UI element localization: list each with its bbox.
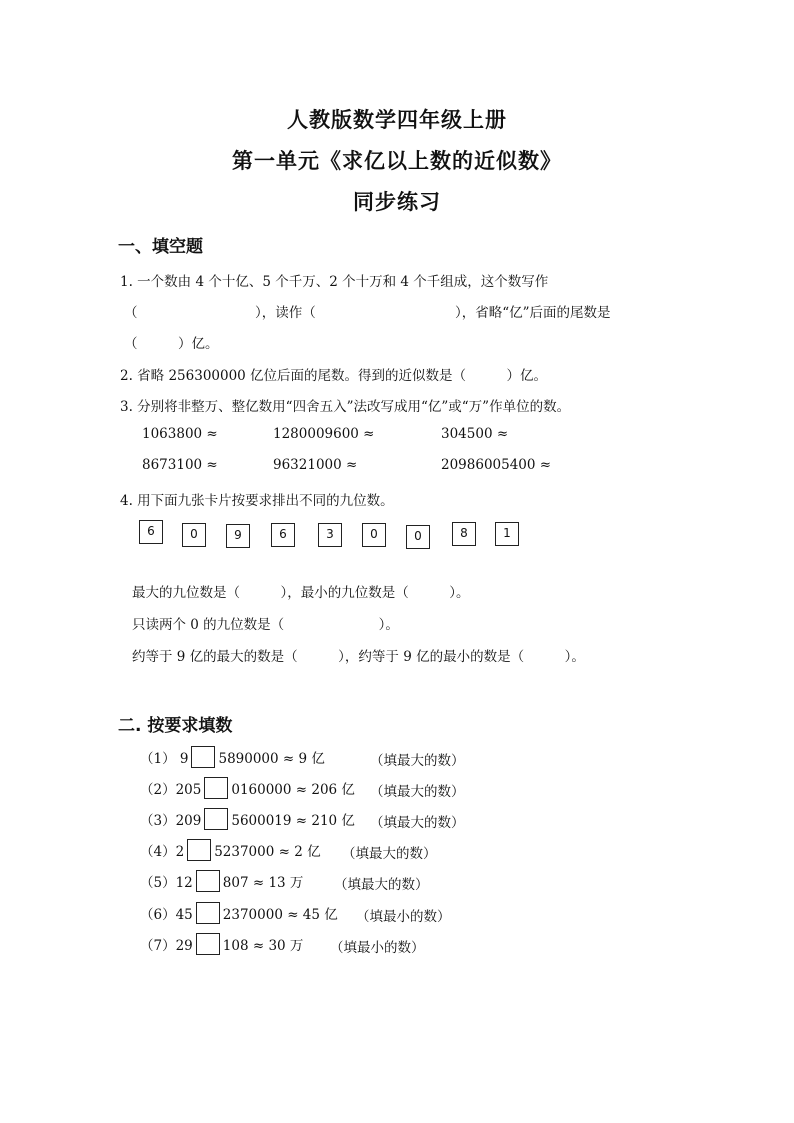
number-card: 6 <box>271 523 295 547</box>
page-subtitle-2: 同步练习 <box>353 190 441 214</box>
fill-row <box>140 808 355 830</box>
answer-box[interactable] <box>196 933 220 955</box>
fill-row <box>140 746 325 768</box>
section-heading-fill-blanks: 一、填空题 <box>118 237 203 257</box>
question-1-line-1: 1. 一个数由 4 个十亿、5 个千万、2 个十万和 4 个千组成，这个数写作 <box>120 274 549 290</box>
question-3-item: 20986005400 ≈ <box>441 457 552 473</box>
fill-row-suffix: 0160000 ≈ 206 亿 <box>231 782 355 798</box>
answer-box[interactable] <box>191 746 215 768</box>
question-3-item: 1063800 ≈ <box>142 426 218 442</box>
fill-row-suffix: 807 ≈ 13 万 <box>222 875 304 891</box>
number-card: 8 <box>452 522 476 546</box>
fill-row <box>140 777 355 799</box>
question-1-read-as: ），读作（ <box>255 305 316 321</box>
number-card: 1 <box>495 522 519 546</box>
fill-row-note: （填最小的数） <box>356 909 451 925</box>
fill-row-suffix: 2370000 ≈ 45 亿 <box>222 907 338 923</box>
fill-row <box>140 902 338 924</box>
question-3-item: 96321000 ≈ <box>273 457 358 473</box>
fill-row-prefix: （5）12 <box>140 875 193 891</box>
question-3-item: 1280009600 ≈ <box>273 426 375 442</box>
fill-row-note: （填最大的数） <box>334 877 429 893</box>
fill-row-suffix: 5890000 ≈ 9 亿 <box>218 751 325 767</box>
page-subtitle: 第一单元《求亿以上数的近似数》 <box>232 149 562 173</box>
answer-box[interactable] <box>196 870 220 892</box>
answer-box[interactable] <box>204 808 228 830</box>
fill-row-note: （填最大的数） <box>370 784 465 800</box>
number-card: 0 <box>406 525 430 549</box>
question-2: 2. 省略 256300000 亿位后面的尾数。得到的近似数是（ ）亿。 <box>120 368 548 384</box>
fill-row-prefix: （2）205 <box>140 782 202 798</box>
question-4-answer-3: 约等于 9 亿的最大的数是（ ），约等于 9 亿的最小的数是（ ）。 <box>132 649 585 665</box>
question-3: 3. 分别将非整万、整亿数用“四舍五入”法改写成用“亿”或“万”作单位的数。 <box>120 399 571 415</box>
fill-row <box>140 933 303 955</box>
fill-row-prefix: （1） 9 <box>140 751 189 767</box>
number-card: 3 <box>318 523 342 547</box>
number-card: 6 <box>139 520 163 544</box>
question-1-line-3: （ ）亿。 <box>124 336 219 352</box>
answer-box[interactable] <box>196 902 220 924</box>
fill-row <box>140 839 321 861</box>
question-4-answer-1: 最大的九位数是（ ），最小的九位数是（ ）。 <box>132 585 470 601</box>
fill-row-prefix: （6）45 <box>140 907 193 923</box>
question-3-item: 8673100 ≈ <box>142 457 218 473</box>
section-heading-fill-numbers: 二. 按要求填数 <box>118 716 233 736</box>
fill-row-note: （填最大的数） <box>342 846 437 862</box>
fill-row-note: （填最大的数） <box>370 815 465 831</box>
page-title: 人教版数学四年级上册 <box>287 108 507 132</box>
fill-row-prefix: （3）209 <box>140 813 202 829</box>
answer-box[interactable] <box>187 839 211 861</box>
fill-row-prefix: （7）29 <box>140 938 193 954</box>
question-1-paren-open: （ <box>124 305 138 321</box>
answer-box[interactable] <box>204 777 228 799</box>
fill-row-prefix: （4）2 <box>140 844 185 860</box>
fill-row-note: （填最小的数） <box>330 940 425 956</box>
fill-row-note: （填最大的数） <box>370 753 465 769</box>
question-4-answer-2: 只读两个 0 的九位数是（ ）。 <box>132 617 399 633</box>
fill-row <box>140 870 303 892</box>
fill-row-suffix: 5600019 ≈ 210 亿 <box>231 813 355 829</box>
question-4: 4. 用下面九张卡片按要求排出不同的九位数。 <box>120 493 394 509</box>
fill-row-suffix: 5237000 ≈ 2 亿 <box>214 844 321 860</box>
number-card: 0 <box>182 523 206 547</box>
number-card: 9 <box>226 524 250 548</box>
question-1-omit-text: ），省略“亿”后面的尾数是 <box>455 305 611 321</box>
question-3-item: 304500 ≈ <box>441 426 509 442</box>
fill-row-suffix: 108 ≈ 30 万 <box>222 938 304 954</box>
number-card: 0 <box>362 523 386 547</box>
